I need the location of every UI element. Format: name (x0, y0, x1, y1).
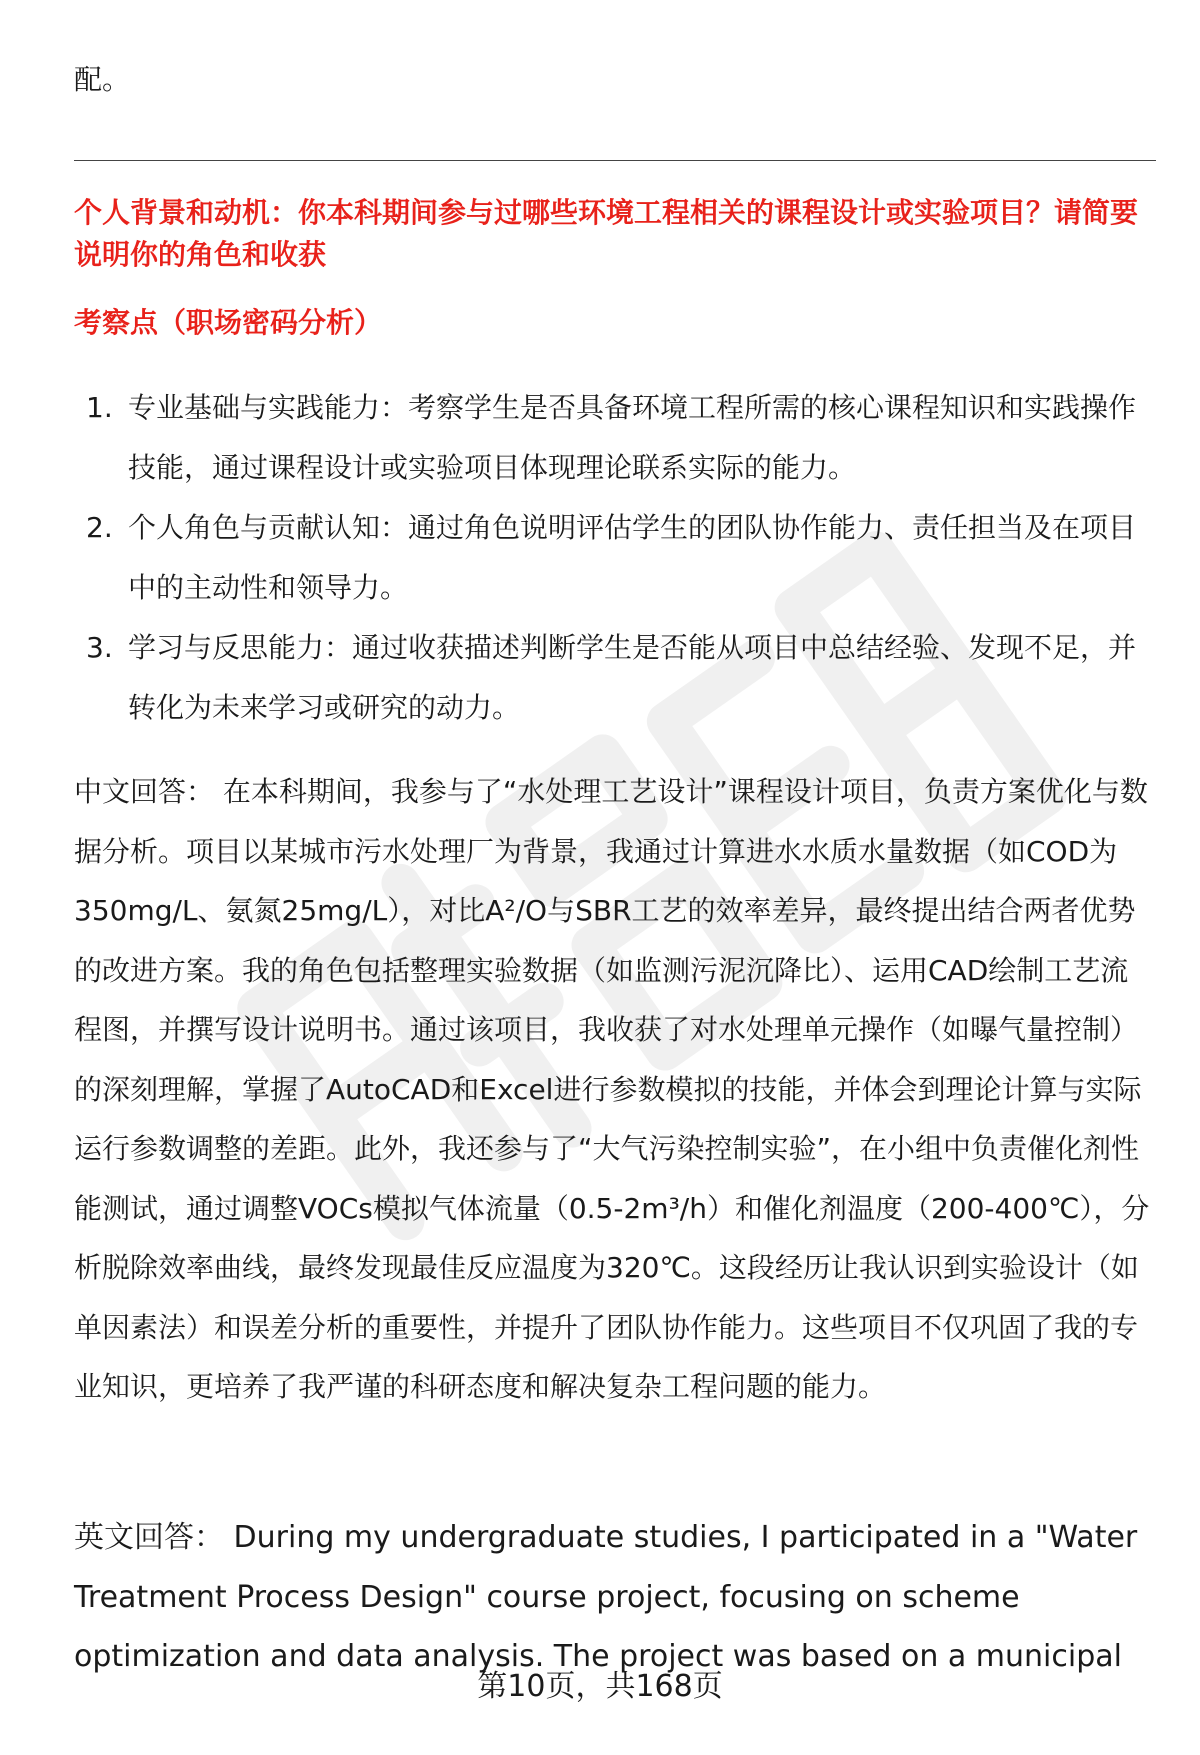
section-divider (74, 160, 1156, 161)
assessment-points-heading: 考察点（职场密码分析） (74, 306, 383, 339)
chinese-answer-paragraph: 中文回答： 在本科期间，我参与了“水处理工艺设计”课程设计项目，负责方案优化与数据分析。项目以某城市污水处理厂为背景，我通过计算进水水质水量数据（如COD为350mg/L、氨氮25mg/L），对比A²/O与SBR工艺的效率差异，最终提出结合两者优势的改进方案。我的角色包括整理实验数据（如监测污泥沉降比）、运用CAD绘制工艺流程图，并撰写设计说明书。通过该项目，我收获了对水处理单元操作（如曝气量控制）的深刻理解，掌握了AutoCAD和Excel进行参数模拟的技能，并体会到理论计算与实际运行参数调整的差距。此外，我还参与了“大气污染控制实验”，在小组中负责催化剂性能测试，通过调整VOCs模拟气体流量（0.5-2m³/h）和催化剂温度（200-400℃），分析脱除效率曲线，最终发现最佳反应温度为320℃。这段经历让我认识到实验设计（如单因素法）和误差分析的重要性，并提升了团队协作能力。这些项目不仅巩固了我的专业知识，更培养了我严谨的科研态度和解决复杂工程问题的能力。 (74, 775, 1150, 1403)
assessment-points-list (74, 378, 1156, 738)
list-item (74, 378, 1156, 498)
list-item (74, 618, 1156, 738)
list-item (74, 498, 1156, 618)
list-item-text: 专业基础与实践能力：考察学生是否具备环境工程所需的核心课程知识和实践操作技能，通过课程设计或实验项目体现理论联系实际的能力。 (128, 391, 1137, 484)
list-item-number: 2. (86, 511, 113, 544)
previous-page-tail: 配。 (74, 63, 131, 96)
english-answer-paragraph: 英文回答： During my undergraduate studies, I participated in a "Water Treatment Process Design" course project, focusing on scheme optimization and data analysis. The project was based on a municipal (74, 1520, 1138, 1674)
question-heading: 个人背景和动机：你本科期间参与过哪些环境工程相关的课程设计或实验项目？请简要说明你的角色和收获 (74, 196, 1139, 271)
page-number-footer: 第10页，共168页 (477, 1669, 723, 1704)
list-item-number: 3. (86, 631, 113, 664)
list-item-number: 1. (86, 391, 113, 424)
list-item-text: 学习与反思能力：通过收获描述判断学生是否能从项目中总结经验、发现不足，并转化为未来学习或研究的动力。 (128, 631, 1137, 724)
list-item-text: 个人角色与贡献认知：通过角色说明评估学生的团队协作能力、责任担当及在项目中的主动性和领导力。 (128, 511, 1137, 604)
